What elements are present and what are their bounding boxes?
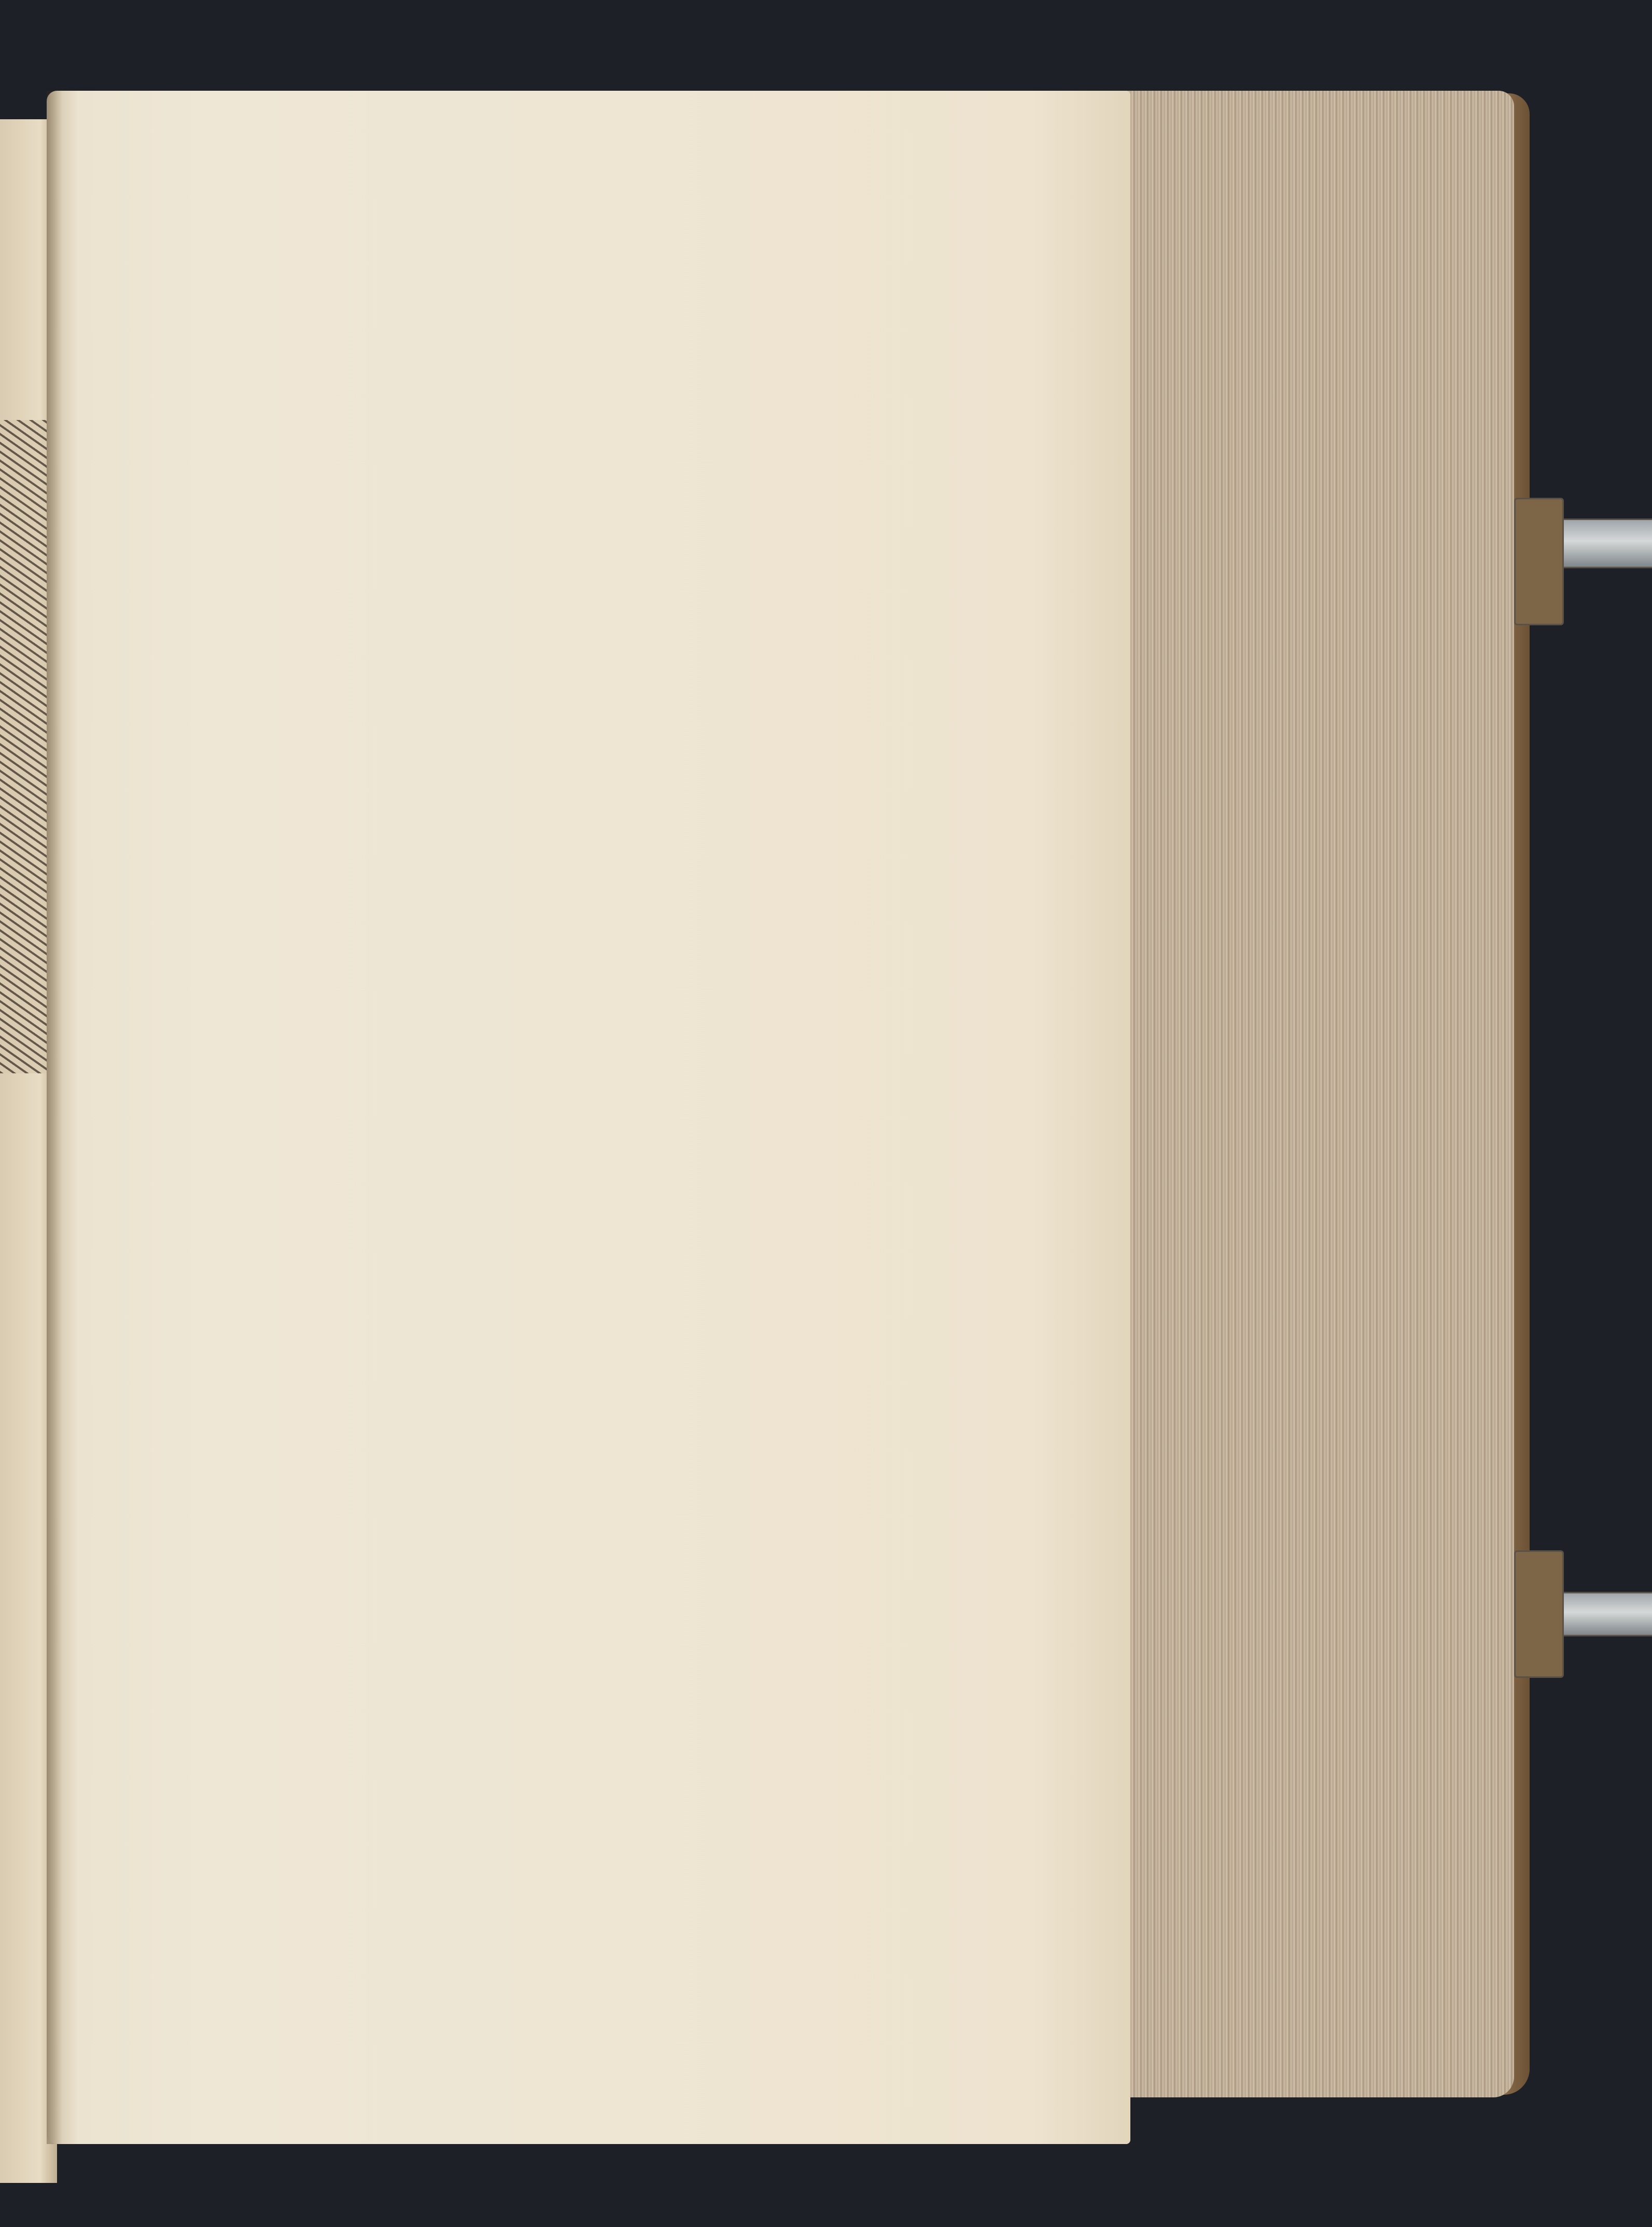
facing-page-woodcut [0,420,52,1073]
gutter-shadow [47,91,62,2144]
upper-clasp-mount [1514,498,1564,625]
book-page [47,91,1130,2144]
book-fore-edge [1089,91,1514,2097]
drop-capital [82,830,160,923]
lower-clasp-mount [1514,1550,1564,1678]
